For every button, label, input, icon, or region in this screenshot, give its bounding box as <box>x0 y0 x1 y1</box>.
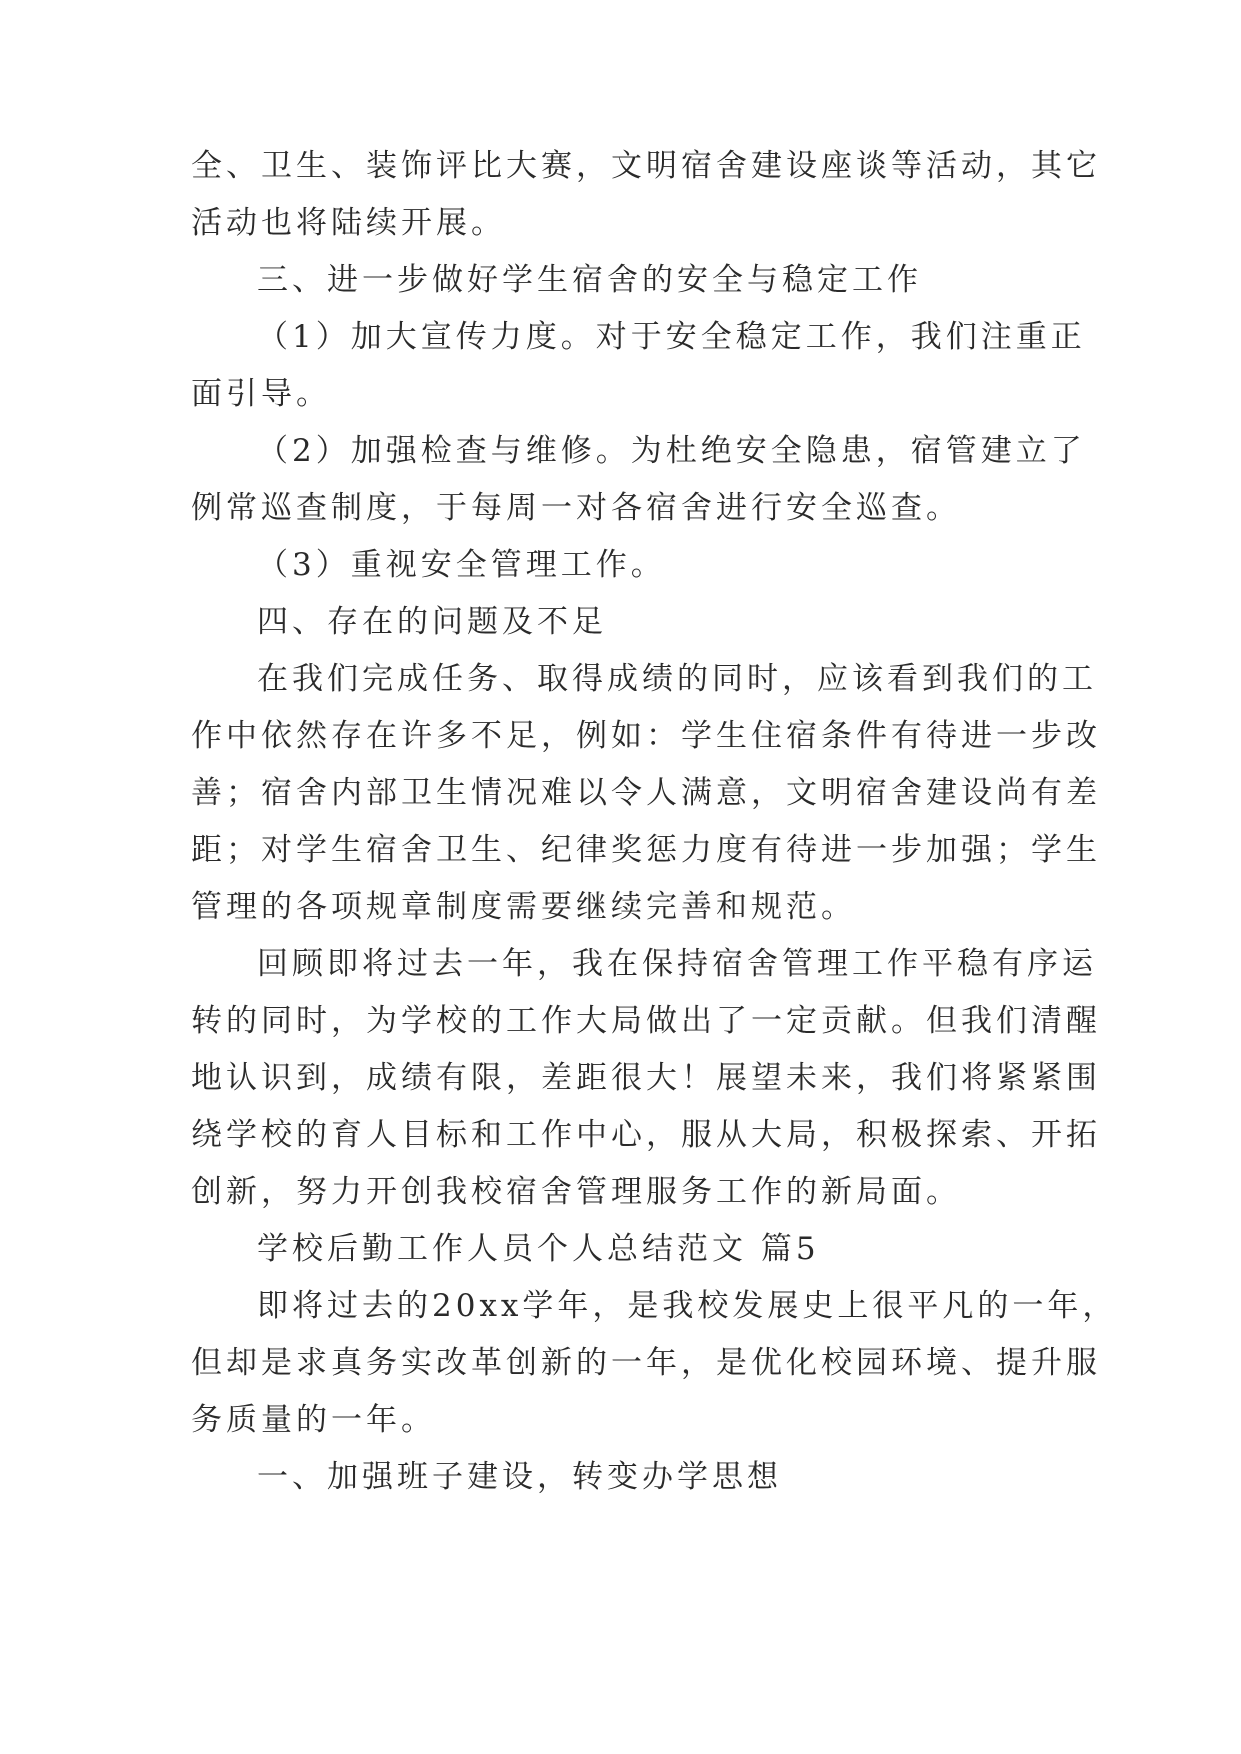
text-line: 学校后勤工作人员个人总结范文 篇5 <box>257 1231 820 1267</box>
text-line: 活动也将陆续开展。 <box>191 205 506 241</box>
text-line: 在我们完成任务、取得成绩的同时，应该看到我们的工 <box>257 661 1097 697</box>
text-line: 全、卫生、装饰评比大赛，文明宿舍建设座谈等活动，其它 <box>191 148 1101 184</box>
text-line: （3）重视安全管理工作。 <box>257 547 666 583</box>
text-line: 创新，努力开创我校宿舍管理服务工作的新局面。 <box>191 1174 961 1210</box>
text-line: 务质量的一年。 <box>191 1402 436 1438</box>
text-line: 善；宿舍内部卫生情况难以令人满意，文明宿舍建设尚有差 <box>191 775 1101 811</box>
paragraph <box>191 1278 1118 1449</box>
text-line: 即将过去的20xx学年，是我校发展史上很平凡的一年， <box>257 1288 1118 1324</box>
text-line: 回顾即将过去一年，我在保持宿舍管理工作平稳有序运 <box>257 946 1097 982</box>
text-line: 绕学校的育人目标和工作中心，服从大局，积极探索、开拓 <box>191 1117 1101 1153</box>
text-line: 例常巡查制度，于每周一对各宿舍进行安全巡查。 <box>191 490 961 526</box>
paragraph <box>191 651 1101 936</box>
paragraph <box>191 594 1059 651</box>
paragraph <box>191 423 1086 537</box>
paragraph <box>191 252 1059 309</box>
text-line: （2）加强检查与维修。为杜绝安全隐患，宿管建立了 <box>257 433 1086 469</box>
text-line: 面引导。 <box>191 376 331 412</box>
text-line: 但却是求真务实改革创新的一年，是优化校园环境、提升服 <box>191 1345 1101 1381</box>
text-line: 一、加强班子建设，转变办学思想 <box>257 1459 782 1495</box>
paragraph <box>191 1221 1059 1278</box>
text-line: 三、进一步做好学生宿舍的安全与稳定工作 <box>257 262 922 298</box>
text-line: 作中依然存在许多不足，例如：学生住宿条件有待进一步改 <box>191 718 1101 754</box>
text-line: 地认识到，成绩有限，差距很大！展望未来，我们将紧紧围 <box>191 1060 1101 1096</box>
text-line: （1）加大宣传力度。对于安全稳定工作，我们注重正 <box>257 319 1086 355</box>
text-line: 距；对学生宿舍卫生、纪律奖惩力度有待进一步加强；学生 <box>191 832 1101 868</box>
text-line: 管理的各项规章制度需要继续完善和规范。 <box>191 889 856 925</box>
paragraph <box>191 138 1101 252</box>
paragraph <box>191 1449 1059 1506</box>
paragraph <box>191 309 1086 423</box>
text-line: 四、存在的问题及不足 <box>257 604 607 640</box>
paragraph <box>191 537 1059 594</box>
text-line: 转的同时，为学校的工作大局做出了一定贡献。但我们清醒 <box>191 1003 1101 1039</box>
document-body <box>191 138 1118 1506</box>
paragraph <box>191 936 1101 1221</box>
